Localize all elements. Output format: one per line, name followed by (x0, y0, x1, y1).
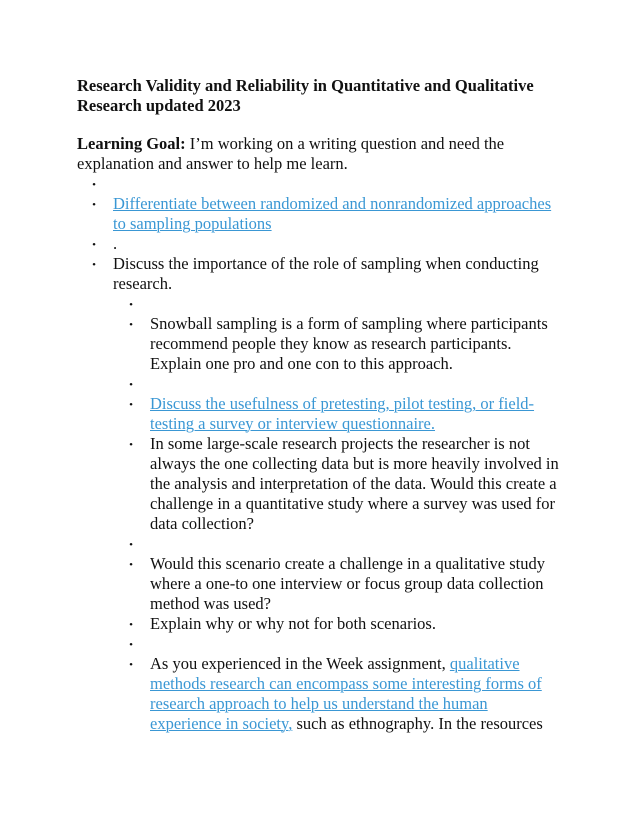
bullet-icon: • (129, 439, 133, 451)
bullet-icon: • (92, 259, 96, 271)
document-title: Research Validity and Reliability in Quantitative and Qualitative Research updated 2023 (77, 76, 534, 115)
document-page (77, 76, 563, 734)
list-item: • As you experienced in the Week assignment, qualitative methods research can encompass some interesting forms of research approach to help us understand the human experience in society, such as ethnography. In the resources (114, 654, 563, 734)
bullet-icon: • (92, 179, 96, 191)
link-qualitative-methods[interactable]: qualitative methods research can encompass some interesting forms of research approach to help us understand the human experience in society, (150, 654, 542, 733)
bullet-icon: • (129, 539, 133, 551)
link-pretesting-pilot-testing[interactable]: Discuss the usefulness of pretesting, pilot testing, or field-testing a survey or interview questionnaire. (150, 394, 535, 433)
bullet-icon: • (129, 559, 133, 571)
list-item: • Discuss the importance of the role of sampling when conducting research. • • Snowball sampling is a form of sampling where participants recommend people they know as research participants. Explain one pro and one con to this approach. • • Discuss the usefulness of pretesting, pilot testing, or field-testing a survey or interview questionnaire. • In some large-scale research projects the researcher is not always the one collecting data but is more heavily involved in the analysis and interpretation of the data. Would this create a challenge in a quantitative study where a survey was used for data collection? • • Would this scenario create a challenge in a qualitative study where a one-to one interview or focus group data collection method was used? • Explain why or why not for both scenarios. • • As you experienced in the Week assignment, qualitative methods research can encompass some interesting forms of research approach to help us understand the human experience in society, such as ethnography. In the resources (77, 254, 563, 734)
list-item: • In some large-scale research projects the researcher is not always the one collecting data but is more heavily involved in the analysis and interpretation of the data. Would this create a challenge in a quantitative study where a survey was used for data collection? (114, 434, 563, 534)
bullet-list-level-2 (114, 294, 563, 734)
bullet-icon: • (92, 199, 96, 211)
list-item (114, 534, 563, 554)
bullet-icon: • (129, 299, 133, 311)
list-item (77, 194, 563, 234)
bullet-icon: • (129, 619, 133, 631)
list-item: • . (77, 234, 563, 254)
list-item (114, 294, 563, 314)
bullet-icon: • (129, 379, 133, 391)
list-item (114, 394, 563, 434)
learning-goal-label: Learning Goal: (77, 134, 186, 153)
learning-goal-text: I’m working on a writing question and need the explanation and answer to help me learn. (77, 134, 505, 173)
bullet-icon: • (129, 639, 133, 651)
list-item (114, 634, 563, 654)
list-item: • Would this scenario create a challenge in a qualitative study where a one-to one interview or focus group data collection method was used? (114, 554, 563, 614)
bullet-icon: • (129, 399, 133, 411)
link-differentiate-sampling[interactable]: Differentiate between randomized and nonrandomized approaches to sampling populations (113, 194, 552, 233)
list-item: • Snowball sampling is a form of sampling where participants recommend people they know as research participants. Explain one pro and one con to this approach. (114, 314, 563, 374)
bullet-icon: • (129, 319, 133, 331)
bullet-icon: • (129, 659, 133, 671)
list-item (114, 374, 563, 394)
list-item: • Explain why or why not for both scenarios. (114, 614, 563, 634)
bullet-list-level-1 (77, 174, 563, 734)
bullet-icon: • (92, 239, 96, 251)
list-item (77, 174, 563, 194)
learning-goal (77, 134, 563, 174)
